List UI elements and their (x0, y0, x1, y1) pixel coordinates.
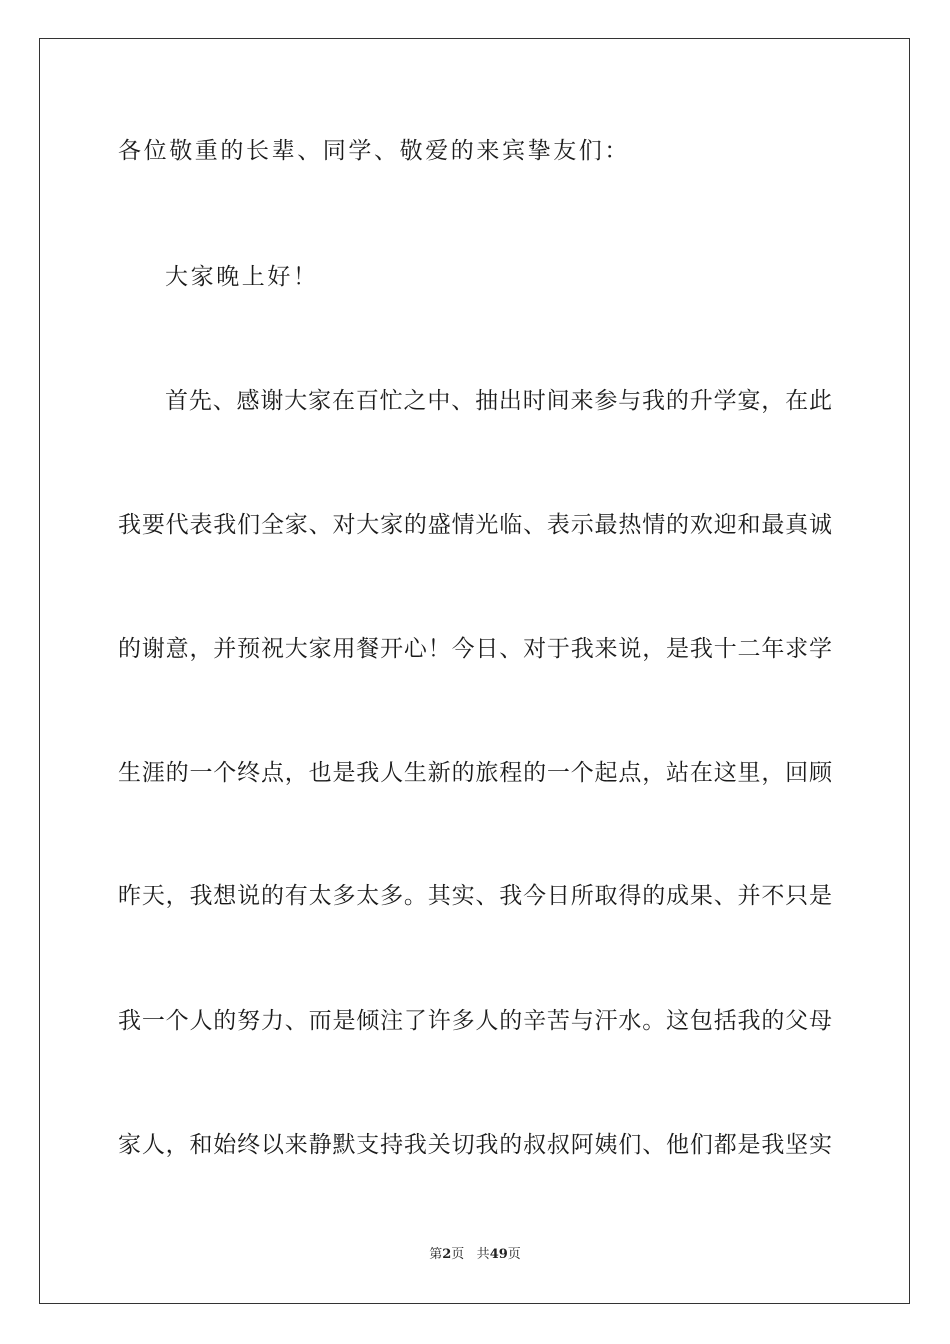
paragraph-line-6: 我一个人的努力、而是倾注了许多人的辛苦与汗水。这包括我的父母 (118, 1008, 832, 1034)
footer-page-number: 2 (442, 1247, 452, 1262)
footer-prefix: 第 (429, 1247, 443, 1262)
paragraph-line-1: 首先、感谢大家在百忙之中、抽出时间来参与我的升学宴，在此 (165, 388, 832, 414)
footer-total-prefix: 共 (476, 1247, 490, 1262)
page-footer (0, 1247, 950, 1263)
paragraph-line-4: 生涯的一个终点，也是我人生新的旅程的一个起点，站在这里，回顾 (118, 760, 832, 786)
greeting-line: 大家晚上好！ (165, 264, 319, 290)
paragraph-line-3: 的谢意，并预祝大家用餐开心！今日、对于我来说，是我十二年求学 (118, 636, 832, 662)
footer-total-pages: 49 (489, 1247, 508, 1262)
paragraph-line-7: 家人，和始终以来静默支持我关切我的叔叔阿姨们、他们都是我坚实 (118, 1132, 832, 1158)
footer-total-suffix: 页 (507, 1247, 521, 1262)
page-border (39, 38, 910, 1304)
paragraph-line-2: 我要代表我们全家、对大家的盛情光临、表示最热情的欢迎和最真诚 (118, 512, 832, 538)
footer-page-suffix: 页 (451, 1247, 465, 1262)
salutation-line: 各位敬重的长辈、同学、敬爱的来宾挚友们： (118, 138, 630, 164)
paragraph-line-5: 昨天，我想说的有太多太多。其实、我今日所取得的成果、并不只是 (118, 883, 832, 909)
